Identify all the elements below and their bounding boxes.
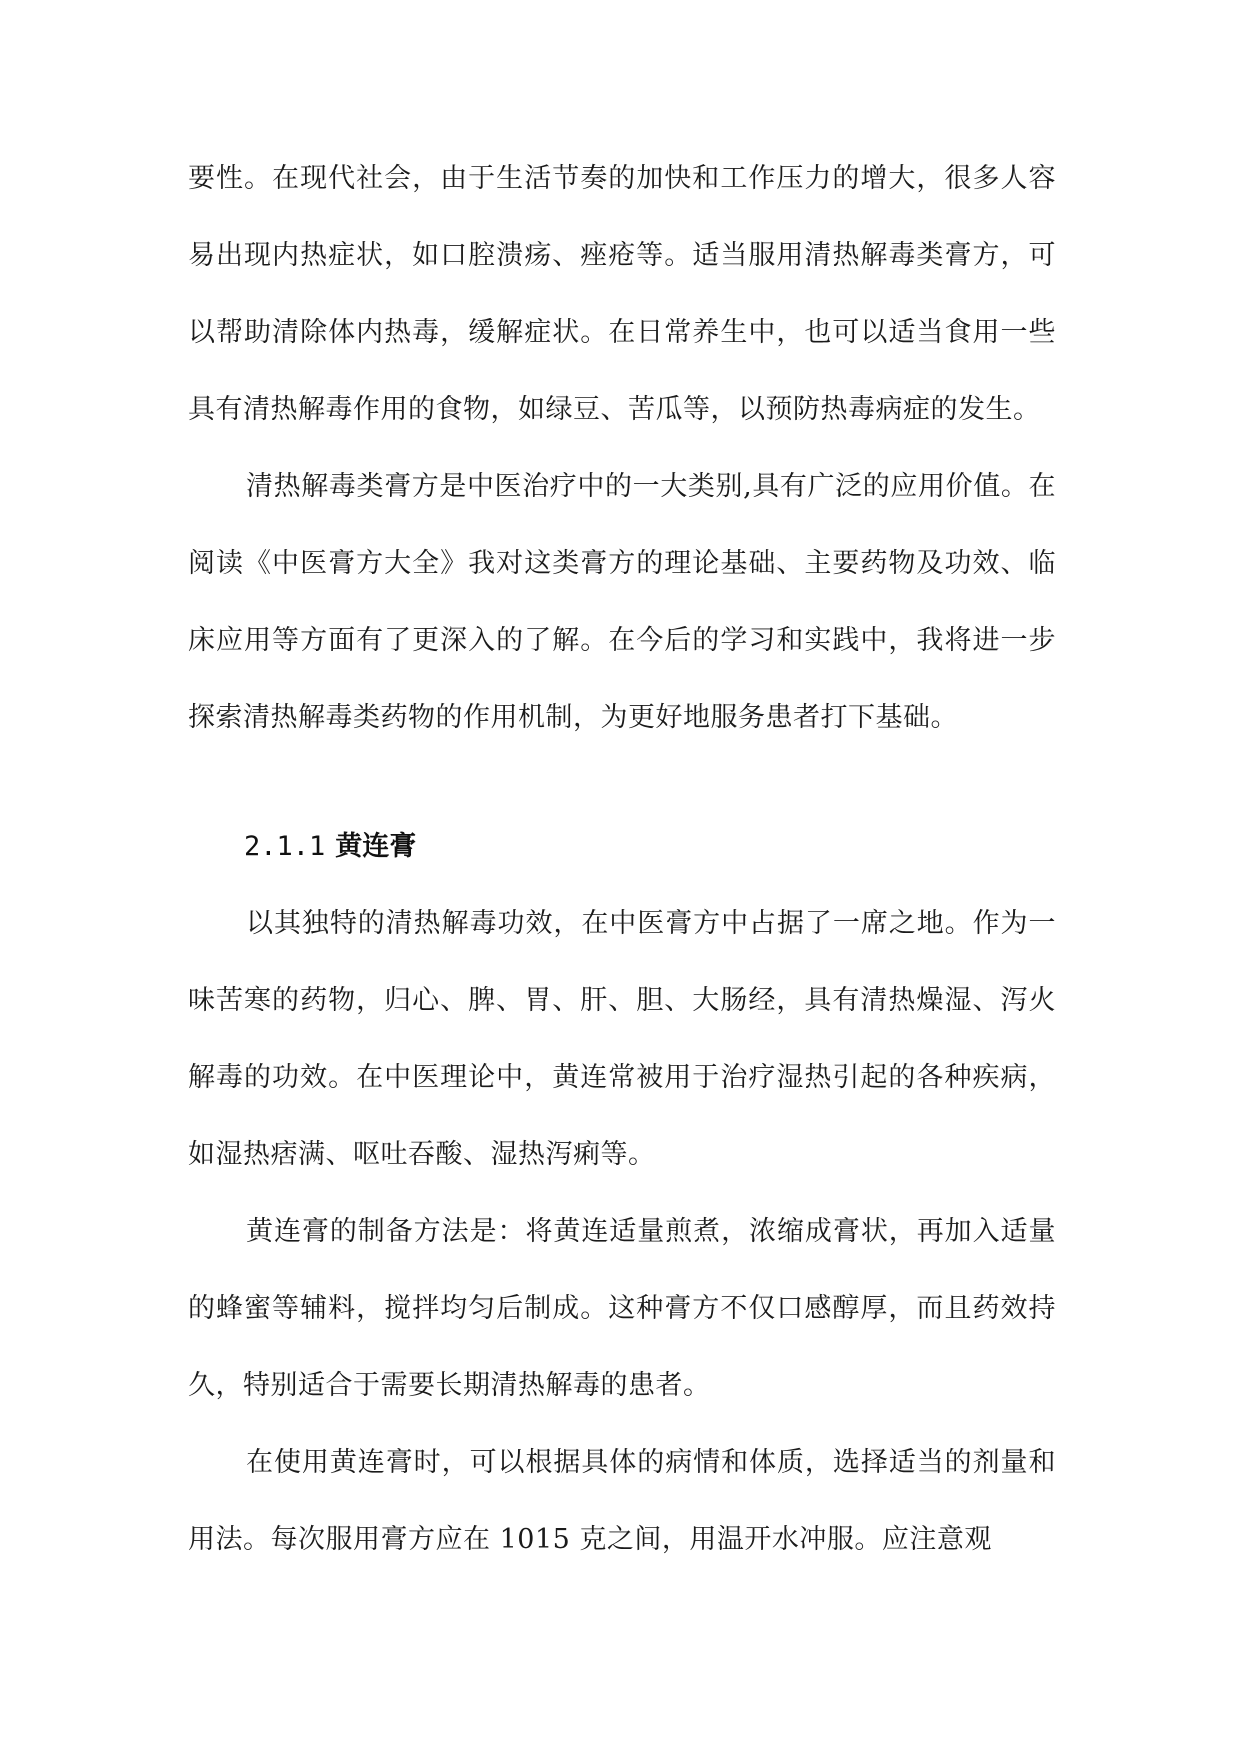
document-body: [188, 140, 1056, 1578]
section-number: 2.1.1: [244, 831, 326, 862]
paragraph-usage: 在使用黄连膏时，可以根据具体的病情和体质，选择适当的剂量和用法。每次服用膏方应在 1015 克之间，用温开水冲服。应注意观: [188, 1447, 1056, 1555]
section-heading: [188, 808, 1056, 885]
paragraph-preparation: 黄连膏的制备方法是：将黄连适量煎煮，浓缩成膏状，再加入适量的蜂蜜等辅料，搅拌均匀后制成。这种膏方不仅口感醇厚，而且药效持久，特别适合于需要长期清热解毒的患者。: [188, 1216, 1056, 1401]
paragraph-intro: 以其独特的清热解毒功效，在中医膏方中占据了一席之地。作为一味苦寒的药物，归心、脾、胃、肝、胆、大肠经，具有清热燥湿、泻火解毒的功效。在中医理论中，黄连常被用于治疗湿热引起的各种疾病，如湿热痞满、呕吐吞酸、湿热泻痢等。: [188, 908, 1056, 1170]
section-title: 黄连膏: [335, 831, 417, 862]
paragraph-continuation: 要性。在现代社会，由于生活节奏的加快和工作压力的增大，很多人容易出现内热症状，如口腔溃疡、痤疮等。适当服用清热解毒类膏方，可以帮助清除体内热毒，缓解症状。在日常养生中，也可以适当食用一些具有清热解毒作用的食物，如绿豆、苦瓜等，以预防热毒病症的发生。: [188, 163, 1056, 425]
paragraph-summary: 清热解毒类膏方是中医治疗中的一大类别,具有广泛的应用价值。在阅读《中医膏方大全》我对这类膏方的理论基础、主要药物及功效、临床应用等方面有了更深入的了解。在今后的学习和实践中，我将进一步探索清热解毒类药物的作用机制，为更好地服务患者打下基础。: [188, 471, 1056, 733]
